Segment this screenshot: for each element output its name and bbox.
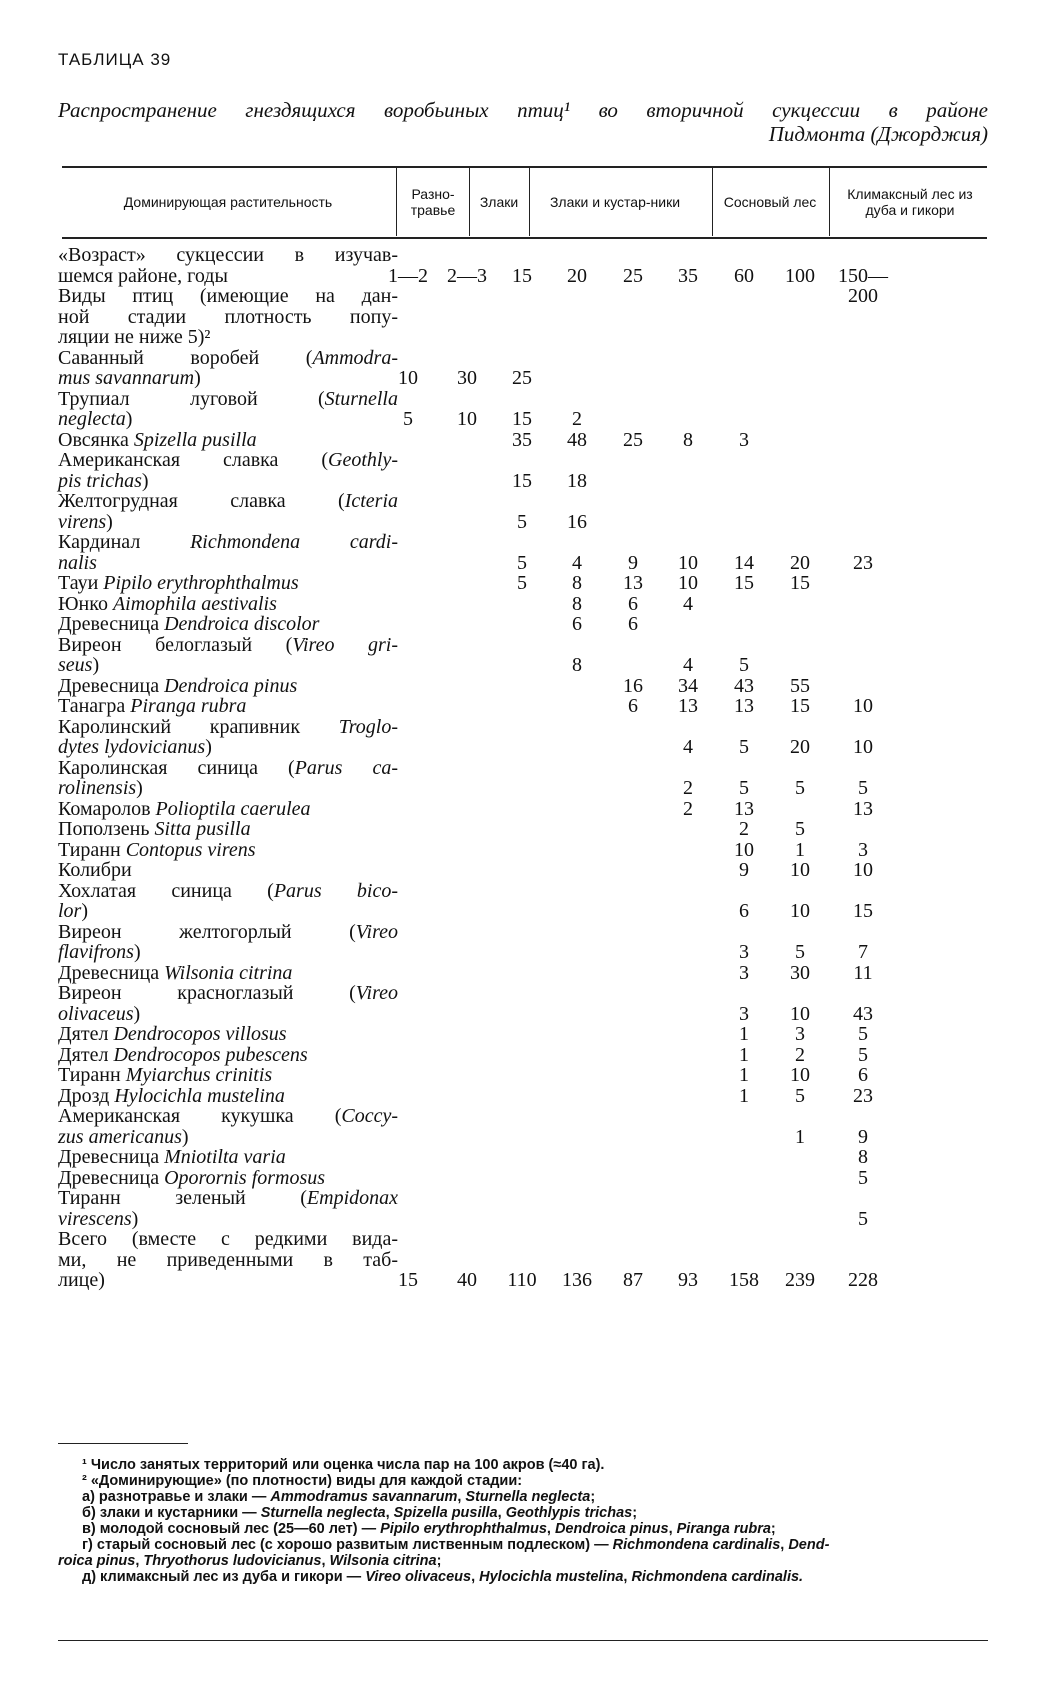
- table-cell: 2: [739, 818, 749, 840]
- table-cell: 5: [517, 572, 527, 594]
- table-cell: 87: [623, 1269, 643, 1291]
- row-label: [58, 799, 398, 820]
- table-cell: 15: [398, 1269, 418, 1291]
- row-label-line: Юнко Aimophila aestivalis: [58, 592, 277, 615]
- table-cell: 5: [858, 777, 868, 799]
- row-label: [58, 491, 398, 532]
- footnote-line: а) разнотравье и злаки — Ammodramus savannarum, Sturnella neglecta;: [82, 1489, 596, 1505]
- row-label: [58, 532, 398, 573]
- table-cell: 25: [512, 367, 532, 389]
- table-caption: [58, 98, 988, 146]
- table-cell: 10: [853, 695, 873, 717]
- row-label: [58, 1147, 398, 1168]
- table-cell: 15: [512, 264, 532, 287]
- row-label: [58, 1188, 398, 1229]
- row-label: [58, 963, 398, 984]
- footnote-line: ¹ Число занятых территорий или оценка числа пар на 100 акров (≈40 га).: [82, 1457, 605, 1473]
- row-label-line: virens): [58, 510, 113, 533]
- table-cell: 5: [795, 818, 805, 840]
- table-cell: 3: [739, 941, 749, 963]
- row-label-line: Американская славка (Geothly-: [58, 449, 398, 471]
- row-label: [58, 922, 398, 963]
- row-label: [58, 1024, 398, 1045]
- table-cell: 13: [678, 695, 698, 717]
- table-cell: 6: [628, 695, 638, 717]
- table-cell: 5: [517, 510, 527, 533]
- header-grasses: Злаки: [479, 194, 519, 210]
- table-cell: 8: [572, 654, 582, 676]
- row-label: [58, 430, 398, 451]
- table-cell: 23: [853, 1084, 873, 1107]
- table-cell: 239: [785, 1269, 815, 1291]
- table-cell: 5: [795, 941, 805, 963]
- row-label-line: Древесница Dendroica discolor: [58, 613, 320, 635]
- table-cell: 10: [678, 551, 698, 574]
- row-label-line: Поползень Sitta pusilla: [58, 818, 251, 840]
- row-label-line: Всего (вместе с редкими вида-: [58, 1228, 398, 1250]
- table-cell: 2: [572, 408, 582, 430]
- table-cell: 13: [734, 797, 754, 820]
- table-cell: 35: [512, 428, 532, 451]
- row-label-line: Дрозд Hylocichla mustelina: [58, 1084, 285, 1107]
- table-cell: 14: [734, 551, 754, 574]
- header-bottom-rule: [62, 237, 987, 239]
- row-label-line: Овсянка Spizella pusilla: [58, 428, 257, 451]
- header-dominant: Доминирующая растительность: [123, 194, 333, 210]
- row-label-line: Хохлатая синица (Parus bico-: [58, 879, 398, 902]
- row-label-line: seus): [58, 654, 100, 676]
- header-divider: [396, 168, 397, 236]
- header-climax: Климаксный лес из дуба и гикори: [847, 186, 973, 218]
- row-label-line: лице): [58, 1269, 105, 1291]
- row-label: [58, 348, 398, 389]
- table-cell: 6: [858, 1064, 868, 1086]
- row-label-line: Древесница Mniotilta varia: [58, 1146, 286, 1168]
- table-cell: 10: [790, 1002, 810, 1025]
- table-cell: 4: [572, 551, 582, 574]
- row-label-line: Виды птиц (имеющие на дан-: [58, 285, 398, 307]
- table-cell: 6: [628, 613, 638, 635]
- table-cell: 35: [678, 264, 698, 287]
- row-label-line: Виреон белоглазый (Vireo gri-: [58, 633, 398, 656]
- table-cell: 13: [734, 695, 754, 717]
- table-cell: 15: [734, 572, 754, 594]
- row-label-line: lor): [58, 900, 89, 922]
- row-label-line: Трупиал луговой (Sturnella: [58, 387, 398, 410]
- footnote-line: г) старый сосновый лес (с хорошо развитым лиственным подлеском) — Richmondena cardinalis, Dend-: [82, 1537, 830, 1553]
- row-label: [58, 573, 398, 594]
- table-cell: 10: [398, 367, 418, 389]
- table-cell: 25: [623, 264, 643, 287]
- table-cell: 6: [739, 900, 749, 922]
- row-label-line: rolinensis): [58, 777, 143, 799]
- row-label: [58, 1086, 398, 1107]
- header-forbs: Разно-травье: [410, 186, 456, 218]
- table-cell: 43: [734, 674, 754, 697]
- row-label-line: virescens): [58, 1207, 139, 1230]
- table-cell: 3: [739, 428, 749, 451]
- table-cell: 228: [848, 1269, 878, 1291]
- table-cell: 4: [683, 736, 693, 758]
- row-label: [58, 881, 398, 922]
- table-cell: 15: [790, 695, 810, 717]
- row-label: [58, 1168, 398, 1189]
- table-cell: 136: [562, 1269, 592, 1291]
- table-cell: 15: [790, 572, 810, 594]
- row-label: [58, 819, 398, 840]
- table-cell: 1: [795, 1125, 805, 1148]
- table-cell: 10: [853, 736, 873, 758]
- row-label-line: Кардинал Richmondena cardi-: [58, 531, 398, 553]
- table-cell: 2: [795, 1043, 805, 1066]
- table-cell: 4: [683, 654, 693, 676]
- table-cell: 4: [683, 592, 693, 615]
- row-label-line: Виреон красноглазый (Vireo: [58, 982, 398, 1004]
- row-label-line: neglecta): [58, 408, 133, 430]
- table-cell: 1: [795, 838, 805, 861]
- row-label: [58, 594, 398, 615]
- table-cell: 3: [739, 961, 749, 984]
- table-cell: 15: [512, 469, 532, 492]
- table-cell: 1: [739, 1084, 749, 1107]
- table-cell: 5: [739, 777, 749, 799]
- table-cell: 5: [403, 408, 413, 430]
- table-cell: 20: [790, 551, 810, 574]
- table-cell: 3: [795, 1023, 805, 1045]
- table-cell: 10: [790, 1064, 810, 1086]
- table-cell: 5: [739, 654, 749, 676]
- row-label-line: Дятел Dendrocopos villosus: [58, 1023, 287, 1045]
- table-label: ТАБЛИЦА 39: [58, 50, 172, 69]
- table-cell: 23: [853, 551, 873, 574]
- row-label-line: ной стадии плотность попу-: [58, 305, 398, 328]
- row-label-line: Древесница Oporornis formosus: [58, 1166, 326, 1189]
- row-label: [58, 1106, 398, 1147]
- table-cell: 10: [853, 859, 873, 881]
- table-cell: 10: [457, 408, 477, 430]
- footnote-line: ² «Доминирующие» (по плотности) виды для каждой стадии:: [82, 1473, 523, 1489]
- table-cell: 13: [853, 797, 873, 820]
- table-cell: 8: [858, 1146, 868, 1168]
- caption-line-2: Пидмонта (Джорджия): [768, 122, 988, 146]
- header-grass-shrubs: Злаки и кустар-ники: [549, 194, 681, 210]
- table-cell: 1—2: [388, 264, 428, 287]
- row-label-line: olivaceus): [58, 1002, 141, 1025]
- table-cell: 16: [567, 510, 587, 533]
- row-label-line: Виреон желтогорлый (Vireo: [58, 920, 398, 943]
- table-cell: 2: [683, 777, 693, 799]
- table-cell: 9: [739, 859, 749, 881]
- row-label-line: ляции не ниже 5)²: [58, 326, 211, 348]
- row-label-line: Саванный воробей (Ammodra-: [58, 346, 398, 369]
- row-label-line: dytes lydovicianus): [58, 736, 212, 758]
- table-cell: 7: [858, 941, 868, 963]
- table-cell: 11: [853, 961, 873, 984]
- table-cell: 55: [790, 674, 810, 697]
- row-label-line: flavifrons): [58, 941, 141, 963]
- table-cell: 20: [790, 736, 810, 758]
- header-divider: [829, 168, 830, 236]
- row-label-line: Тиранн Myiarchus crinitis: [58, 1064, 273, 1086]
- footnote-line: roica pinus, Thryothorus ludovicianus, Wilsonia citrina;: [58, 1553, 442, 1569]
- table-cell: 5: [858, 1166, 868, 1189]
- header-divider: [712, 168, 713, 236]
- table-cell: 9: [858, 1125, 868, 1148]
- row-label-line: Комаролов Polioptila caerulea: [58, 797, 311, 820]
- row-label: [58, 1229, 398, 1291]
- table-cell: 5: [858, 1207, 868, 1230]
- row-label: [58, 840, 398, 861]
- table-cell: 5: [739, 736, 749, 758]
- table-cell: 25: [623, 428, 643, 451]
- table-cell: 1: [739, 1043, 749, 1066]
- table-cell: 5: [858, 1043, 868, 1066]
- table-cell: 8: [572, 572, 582, 594]
- caption-line-1: Распространение гнездящихся воробьиных птиц¹ во вторичной сукцессии в районе: [58, 98, 988, 122]
- table-cell: 3: [858, 838, 868, 861]
- row-label-line: Колибри: [58, 859, 132, 881]
- footnote-line: б) злаки и кустарники — Sturnella neglecta, Spizella pusilla, Geothlypis trichas;: [82, 1505, 638, 1521]
- table-cell: 8: [572, 592, 582, 615]
- table-cell: 20: [567, 264, 587, 287]
- row-label: [58, 860, 398, 881]
- row-label-line: Тиранн Contopus virens: [58, 838, 256, 861]
- table-cell: 158: [729, 1269, 759, 1291]
- row-label: [58, 389, 398, 430]
- row-label-line: «Возраст» сукцессии в изучав-: [58, 244, 398, 266]
- table-cell: 2: [683, 797, 693, 820]
- table-cell: 40: [457, 1269, 477, 1291]
- row-label: [58, 983, 398, 1024]
- row-label-line: Каролинский крапивник Troglo-: [58, 715, 398, 738]
- row-label-line: pis trichas): [58, 469, 149, 492]
- table-cell: 5: [517, 551, 527, 574]
- row-label-line: Тауи Pipilo erythrophthalmus: [58, 572, 299, 594]
- row-label: [58, 758, 398, 799]
- footnote-rule: [58, 1443, 188, 1444]
- row-label-line: ми, не приведенными в таб-: [58, 1248, 398, 1271]
- table-cell: 5: [795, 777, 805, 799]
- table-cell: 10: [678, 572, 698, 594]
- table-cell: 8: [683, 428, 693, 451]
- table-cell: 10: [734, 838, 754, 861]
- table-cell: 6: [572, 613, 582, 635]
- row-label-line: zus americanus): [58, 1125, 189, 1148]
- table-cell: 1: [739, 1064, 749, 1086]
- row-label-line: Дятел Dendrocopos pubescens: [58, 1043, 308, 1066]
- row-label: [58, 450, 398, 491]
- header-pine: Сосновый лес: [723, 194, 817, 210]
- row-label: [58, 717, 398, 758]
- row-label: [58, 614, 398, 635]
- row-label-line: Тиранн зеленый (Empidonax: [58, 1187, 398, 1209]
- table-cell: 5: [858, 1023, 868, 1045]
- row-label: [58, 286, 398, 348]
- table-cell: 34: [678, 674, 698, 697]
- row-label-line: Древесница Dendroica pinus: [58, 674, 298, 697]
- table-cell: 2—3: [447, 264, 487, 287]
- row-label-line: mus savannarum): [58, 367, 201, 389]
- table-cell: 100: [785, 264, 815, 287]
- page-bottom-rule: [58, 1640, 988, 1641]
- table-cell: 10: [790, 859, 810, 881]
- table-cell: 110: [507, 1269, 537, 1291]
- table-cell: 93: [678, 1269, 698, 1291]
- row-label: [58, 1045, 398, 1066]
- table-cell: 5: [795, 1084, 805, 1107]
- row-label: [58, 676, 398, 697]
- header-divider: [529, 168, 530, 236]
- table-cell: 30: [790, 961, 810, 984]
- row-label-line: nalis: [58, 551, 97, 574]
- row-label: [58, 245, 398, 286]
- table-cell: 16: [623, 674, 643, 697]
- table-cell: 9: [628, 551, 638, 574]
- table-cell: 15: [512, 408, 532, 430]
- row-label-line: Американская кукушка (Coccy-: [58, 1105, 398, 1127]
- table-cell: 18: [567, 469, 587, 492]
- row-label-line: шемся районе, годы: [58, 264, 228, 287]
- footnote-line: д) климаксный лес из дуба и гикори — Vireo olivaceus, Hylocichla mustelina, Richmondena cardinalis.: [82, 1569, 804, 1585]
- table-cell: 60: [734, 264, 754, 287]
- row-label-line: Танагра Piranga rubra: [58, 695, 247, 717]
- row-label-line: Каролинская синица (Parus ca-: [58, 756, 398, 779]
- table-cell: 1: [739, 1023, 749, 1045]
- table-cell: 43: [853, 1002, 873, 1025]
- footnote-line: в) молодой сосновый лес (25—60 лет) — Pipilo erythrophthalmus, Dendroica pinus, Piranga rubra;: [82, 1521, 776, 1537]
- table-cell: 150—200: [838, 264, 888, 307]
- row-label-line: Желтогрудная славка (Icteria: [58, 490, 398, 512]
- table-cell: 30: [457, 367, 477, 389]
- table-cell: 15: [853, 900, 873, 922]
- table-cell: 13: [623, 572, 643, 594]
- table-cell: 48: [567, 428, 587, 451]
- table-cell: 6: [628, 592, 638, 615]
- table-cell: 10: [790, 900, 810, 922]
- row-label-line: Древесница Wilsonia citrina: [58, 961, 293, 984]
- row-label: [58, 635, 398, 676]
- row-label: [58, 696, 398, 717]
- row-label: [58, 1065, 398, 1086]
- table-cell: 3: [739, 1002, 749, 1025]
